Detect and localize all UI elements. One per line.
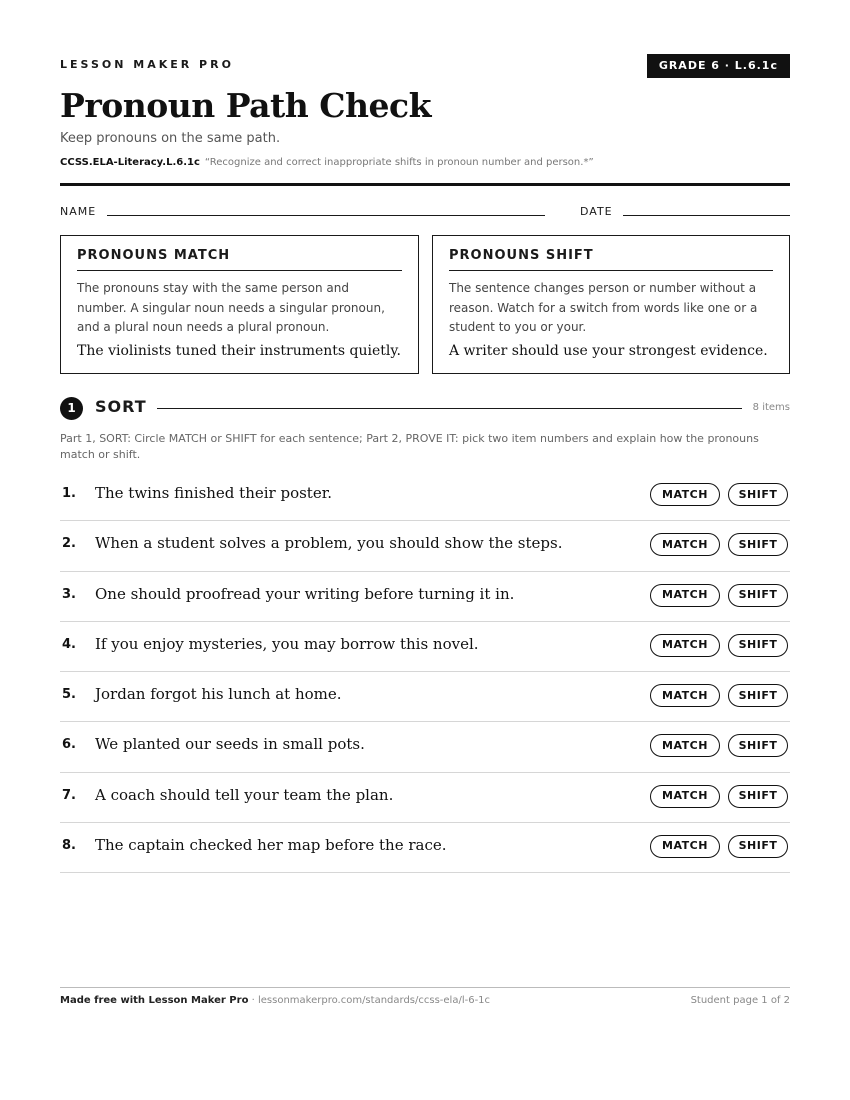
list-item (60, 572, 790, 622)
list-item (60, 622, 790, 672)
definition-box-shift (432, 235, 790, 374)
header-divider (60, 183, 790, 186)
item-number: 3. (62, 586, 76, 602)
list-item (60, 823, 790, 873)
shift-button[interactable]: SHIFT (728, 835, 788, 858)
list-item (60, 722, 790, 772)
item-sentence: One should proofread your writing before turning it in. (95, 584, 515, 603)
name-label: NAME (60, 205, 97, 218)
shift-button[interactable]: SHIFT (728, 584, 788, 607)
item-sentence: Jordan forgot his lunch at home. (95, 685, 342, 703)
section-number-badge: 1 (60, 397, 83, 420)
definition-body: The pronouns stay with the same person and number. A singular noun needs a singular pronoun, and a plural noun needs a plural pronoun. (77, 281, 385, 334)
page-title: Pronoun Path Check (60, 86, 431, 125)
item-number: 6. (62, 737, 76, 753)
standard-text: “Recognize and correct inappropriate shifts in pronoun number and person.*” (204, 157, 594, 168)
item-number: 2. (62, 536, 76, 552)
name-field[interactable] (107, 215, 545, 216)
section-divider (157, 408, 742, 409)
item-sentence: We planted our seeds in small pots. (95, 735, 365, 754)
shift-button[interactable]: SHIFT (728, 533, 788, 556)
standard-code: CCSS.ELA-Literacy.L.6.1c (60, 157, 200, 168)
definition-example: A writer should use your strongest evidence. (449, 342, 768, 359)
shift-button[interactable]: SHIFT (728, 634, 788, 657)
item-sentence: The twins finished their poster. (95, 484, 332, 502)
date-label: DATE (580, 205, 613, 218)
shift-button[interactable]: SHIFT (728, 734, 788, 757)
definition-example: The violinists tuned their instruments quietly. (77, 342, 401, 359)
grade-badge: GRADE 6 · L.6.1c (647, 54, 790, 78)
page-subtitle: Keep pronouns on the same path. (60, 131, 281, 146)
list-item (60, 773, 790, 823)
brand-name: LESSON MAKER PRO (60, 58, 234, 71)
date-field[interactable] (623, 215, 790, 216)
section-title: SORT (95, 397, 147, 416)
match-button[interactable]: MATCH (650, 483, 720, 506)
list-item (60, 521, 790, 571)
item-number: 5. (62, 687, 76, 702)
item-sentence: A coach should tell your team the plan. (95, 785, 394, 804)
match-button[interactable]: MATCH (650, 584, 720, 607)
page-indicator: Student page 1 of 2 (690, 995, 790, 1006)
shift-button[interactable]: SHIFT (728, 785, 788, 808)
list-item (60, 471, 790, 521)
item-number: 4. (62, 636, 76, 652)
item-count: 8 items (752, 402, 790, 413)
item-sentence: When a student solves a problem, you should show the steps. (95, 534, 563, 553)
match-button[interactable]: MATCH (650, 533, 720, 556)
match-button[interactable]: MATCH (650, 734, 720, 757)
item-number: 7. (62, 787, 76, 803)
match-button[interactable]: MATCH (650, 684, 720, 707)
footer-url: · lessonmakerpro.com/standards/ccss-ela/l-6-1c (248, 995, 491, 1006)
worksheet-page (60, 0, 790, 1100)
standard-reference (60, 157, 594, 168)
definition-box-match (60, 235, 419, 374)
match-button[interactable]: MATCH (650, 634, 720, 657)
item-number: 1. (62, 486, 76, 501)
section-instructions: Part 1, SORT: Circle MATCH or SHIFT for each sentence; Part 2, PROVE IT: pick two item numbers and explain how the pronouns match or shift. (60, 432, 759, 461)
shift-button[interactable]: SHIFT (728, 483, 788, 506)
footer-divider (60, 987, 790, 988)
match-button[interactable]: MATCH (650, 835, 720, 858)
shift-button[interactable]: SHIFT (728, 684, 788, 707)
item-sentence: If you enjoy mysteries, you may borrow this novel. (95, 634, 479, 653)
item-sentence: The captain checked her map before the race. (95, 835, 447, 854)
definition-body: The sentence changes person or number without a reason. Watch for a switch from words like one or a student to you or your. (449, 281, 758, 334)
definition-heading: PRONOUNS SHIFT (449, 248, 773, 271)
item-number: 8. (62, 837, 76, 853)
item-list (60, 471, 790, 873)
list-item (60, 672, 790, 722)
match-button[interactable]: MATCH (650, 785, 720, 808)
definition-heading: PRONOUNS MATCH (77, 248, 402, 271)
footer-credit (60, 995, 490, 1006)
footer-made-with: Made free with Lesson Maker Pro (60, 995, 249, 1006)
